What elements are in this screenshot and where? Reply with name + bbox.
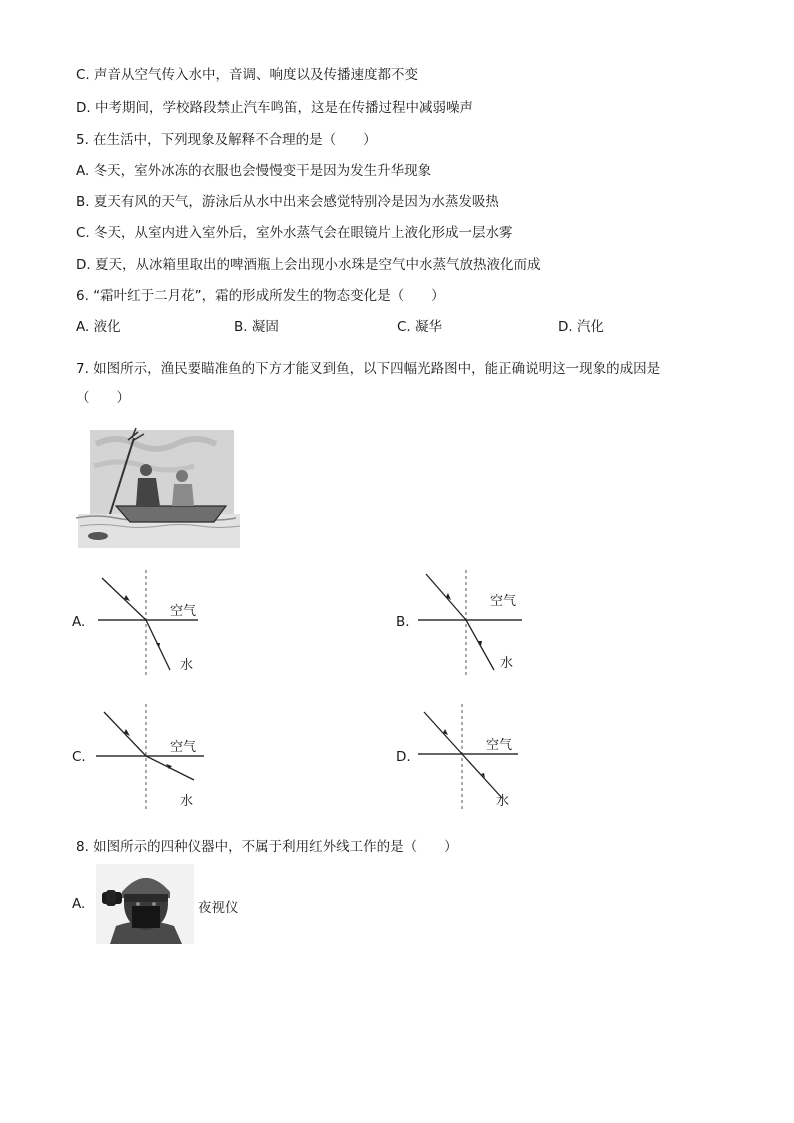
q7-diagram-a	[98, 566, 210, 682]
q7-diagram-a-air: 空气	[170, 604, 197, 619]
q5-stem: 5. 在生活中，下列现象及解释不合理的是（ ）	[76, 132, 377, 148]
q7-diagram-a-water: 水	[180, 658, 194, 673]
q5-option-c: C. 冬天，从室内进入室外后，室外水蒸气会在眼镜片上液化形成一层水雾	[76, 225, 513, 241]
q7-diagram-c	[96, 700, 212, 816]
q8-option-a-caption: 夜视仪	[198, 900, 239, 916]
q7-diagram-d-air: 空气	[486, 738, 513, 753]
q7-diagram-b-label: B.	[396, 614, 410, 630]
night-vision-photo	[96, 864, 194, 944]
q7-stem: 7. 如图所示，渔民要瞄准鱼的下方才能叉到鱼，以下四幅光路图中，能正确说明这一现象的成因是	[76, 361, 661, 377]
q7-diagram-d-label: D.	[396, 749, 411, 765]
q5-option-d: D. 夏天，从冰箱里取出的啤酒瓶上会出现小水珠是空气中水蒸气放热液化而成	[76, 257, 541, 273]
q6-option-d: D. 汽化	[558, 319, 604, 335]
q7-diagram-c-air: 空气	[170, 740, 197, 755]
q6-option-c: C. 凝华	[397, 319, 443, 335]
q6-option-a: A. 液化	[76, 319, 121, 335]
q5-option-b: B. 夏天有风的天气，游泳后从水中出来会感觉特别冷是因为水蒸发吸热	[76, 194, 499, 210]
q5-option-a: A. 冬天，室外冰冻的衣服也会慢慢变干是因为发生升华现象	[76, 163, 432, 179]
fisherman-illustration	[76, 426, 240, 548]
q7-diagram-c-water: 水	[180, 794, 194, 809]
q8-option-a-label: A.	[72, 896, 86, 912]
q4-option-d: D. 中考期间，学校路段禁止汽车鸣笛，这是在传播过程中减弱噪声	[76, 100, 473, 116]
q6-option-b: B. 凝固	[234, 319, 279, 335]
q7-diagram-c-label: C.	[72, 749, 86, 765]
q7-diagram-d	[418, 700, 530, 816]
q7-diagram-b-water: 水	[500, 656, 514, 671]
q8-stem: 8. 如图所示的四种仪器中，不属于利用红外线工作的是（ ）	[76, 839, 458, 855]
q4-option-c: C. 声音从空气传入水中，音调、响度以及传播速度都不变	[76, 67, 419, 83]
q7-stem-bracket: （ ）	[76, 390, 130, 406]
q6-stem: 6. “霜叶红于二月花”，霜的形成所发生的物态变化是（ ）	[76, 288, 445, 304]
q7-diagram-d-water: 水	[496, 794, 510, 809]
q7-diagram-a-label: A.	[72, 614, 86, 630]
q7-diagram-b-air: 空气	[490, 594, 517, 609]
q7-diagram-b	[418, 566, 530, 682]
